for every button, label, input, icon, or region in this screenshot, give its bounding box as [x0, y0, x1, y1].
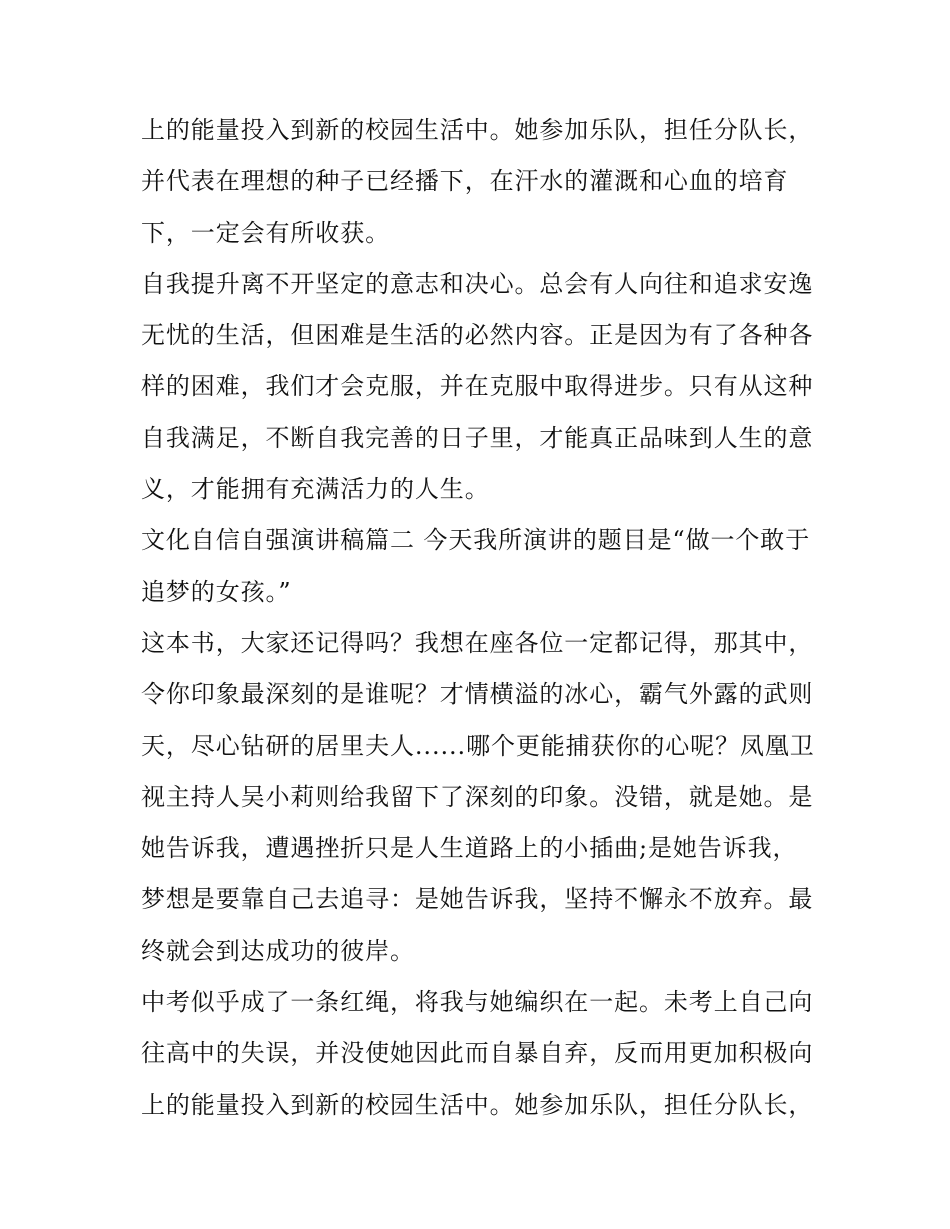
text-line: 她告诉我，遭遇挫折只是人生道路上的小插曲;是她告诉我， — [141, 834, 798, 863]
document-body — [141, 105, 821, 1131]
text-line: 样的困难，我们才会克服，并在克服中取得进步。只有从这种 — [141, 372, 814, 401]
text-line: 并代表在理想的种子已经播下，在汗水的灌溉和心血的培育 — [141, 167, 789, 196]
text-line: 下，一定会有所收获。 — [141, 218, 390, 247]
text-line: 文化自信自强演讲稿篇二 今天我所演讲的题目是“做一个敢于 — [141, 526, 811, 555]
text-line: 无忧的生活，但困难是生活的必然内容。正是因为有了各种各 — [141, 321, 814, 350]
text-line: 视主持人吴小莉则给我留下了深刻的印象。没错，就是她。是 — [141, 782, 814, 811]
text-line: 这本书，大家还记得吗？我想在座各位一定都记得，那其中， — [141, 628, 814, 657]
text-line: 自我满足，不断自我完善的日子里，才能真正品味到人生的意 — [141, 423, 814, 452]
text-line: 天，尽心钻研的居里夫人......哪个更能捕获你的心呢？凤凰卫 — [141, 731, 815, 760]
text-line: 自我提升离不开坚定的意志和决心。总会有人向往和追求安逸 — [141, 269, 814, 298]
text-line: 往高中的失误，并没使她因此而自暴自弃，反而用更加积极向 — [141, 1039, 814, 1068]
text-line: 义，才能拥有充满活力的人生。 — [141, 475, 490, 504]
text-line: 中考似乎成了一条红绳，将我与她编织在一起。未考上自己向 — [141, 988, 814, 1017]
text-line: 上的能量投入到新的校园生活中。她参加乐队，担任分队长， — [141, 116, 814, 144]
text-line: 梦想是要靠自己去追寻：是她告诉我，坚持不懈永不放弃。最 — [141, 885, 814, 914]
text-line: 上的能量投入到新的校园生活中。她参加乐队，担任分队长， — [141, 1090, 814, 1119]
text-line: 终就会到达成功的彼岸。 — [141, 936, 415, 965]
text-line: 追梦的女孩。” — [141, 577, 292, 606]
text-line: 令你印象最深刻的是谁呢？才情横溢的冰心，霸气外露的武则 — [141, 680, 814, 709]
